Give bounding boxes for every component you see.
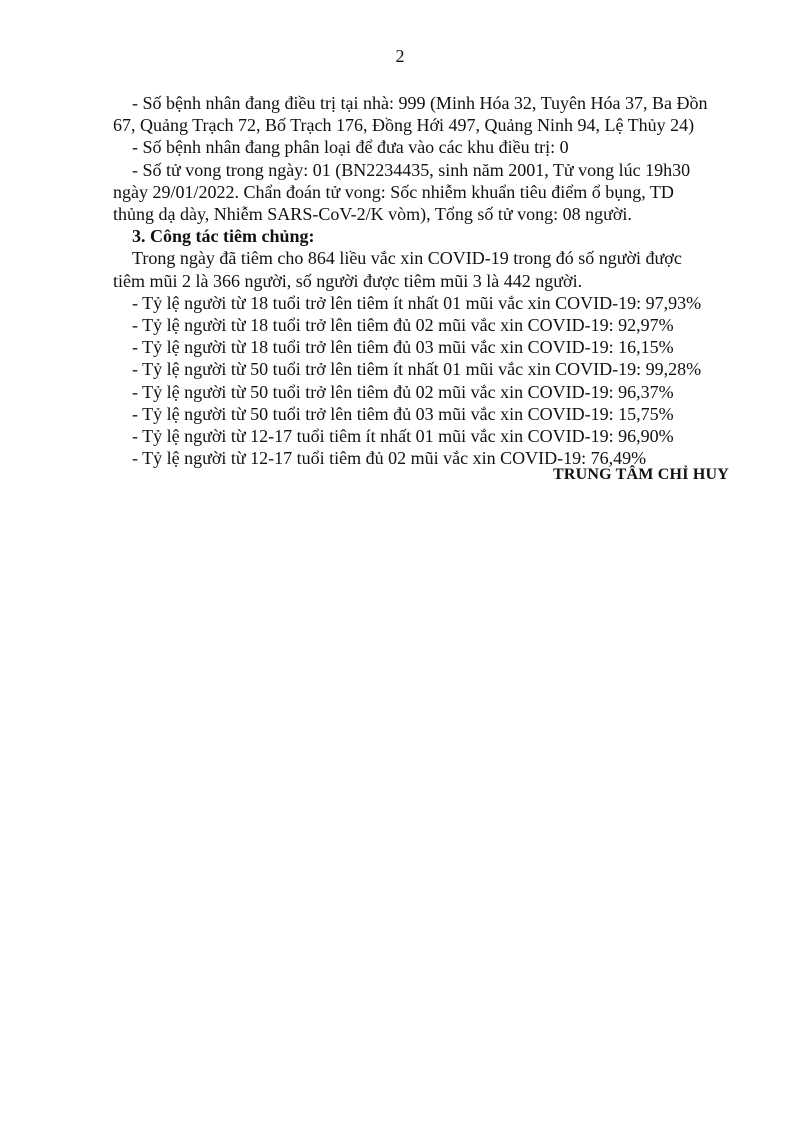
document-body (113, 92, 728, 469)
signature-title: TRUNG TÂM CHỈ HUY (552, 466, 729, 483)
vaccination-rate-item: - Tỷ lệ người từ 50 tuổi trở lên tiêm đủ 03 mũi vắc xin COVID-19: 15,75% (132, 403, 674, 424)
vaccination-rate-item: - Tỷ lệ người từ 18 tuổi trở lên tiêm ít nhất 01 mũi vắc xin COVID-19: 97,93% (132, 292, 702, 313)
home-treatment-line-2: 67, Quảng Trạch 72, Bố Trạch 176, Đồng Hới 497, Quảng Ninh 94, Lệ Thủy 24) (113, 115, 695, 136)
deaths-line-3: thủng dạ dày, Nhiễm SARS-CoV-2/K vòm), Tổng số tử vong: 08 người. (113, 204, 632, 225)
classifying-patients-line: - Số bệnh nhân đang phân loại để đưa vào các khu điều trị: 0 (132, 137, 569, 158)
deaths-line-1: - Số tử vong trong ngày: 01 (BN2234435, sinh năm 2001, Tử vong lúc 19h30 (132, 159, 691, 180)
page-number: 2 (395, 46, 405, 66)
home-treatment-line-1: - Số bệnh nhân đang điều trị tại nhà: 999 (Minh Hóa 32, Tuyên Hóa 37, Ba Đồn (132, 93, 708, 113)
vaccination-rate-item: - Tỷ lệ người từ 18 tuổi trở lên tiêm đủ 03 mũi vắc xin COVID-19: 16,15% (132, 337, 674, 358)
vaccination-summary-line-1: Trong ngày đã tiêm cho 864 liều vắc xin COVID-19 trong đó số người được (132, 248, 682, 269)
vaccination-rate-item: - Tỷ lệ người từ 50 tuổi trở lên tiêm đủ 02 mũi vắc xin COVID-19: 96,37% (132, 381, 674, 402)
vaccination-heading: 3. Công tác tiêm chủng: (132, 226, 315, 247)
vaccination-rate-item: - Tỷ lệ người từ 18 tuổi trở lên tiêm đủ 02 mũi vắc xin COVID-19: 92,97% (132, 315, 674, 336)
vaccination-rate-item: - Tỷ lệ người từ 12-17 tuổi tiêm ít nhất 01 mũi vắc xin COVID-19: 96,90% (132, 426, 674, 447)
vaccination-summary-line-2: tiêm mũi 2 là 366 người, số người được tiêm mũi 3 là 442 người. (113, 270, 583, 291)
vaccination-rate-item: - Tỷ lệ người từ 12-17 tuổi tiêm đủ 02 mũi vắc xin COVID-19: 76,49% (132, 448, 647, 469)
vaccination-rate-item: - Tỷ lệ người từ 50 tuổi trở lên tiêm ít nhất 01 mũi vắc xin COVID-19: 99,28% (132, 359, 702, 380)
deaths-line-2: ngày 29/01/2022. Chẩn đoán tử vong: Sốc nhiễm khuẩn tiêu điểm ổ bụng, TD (113, 181, 674, 202)
